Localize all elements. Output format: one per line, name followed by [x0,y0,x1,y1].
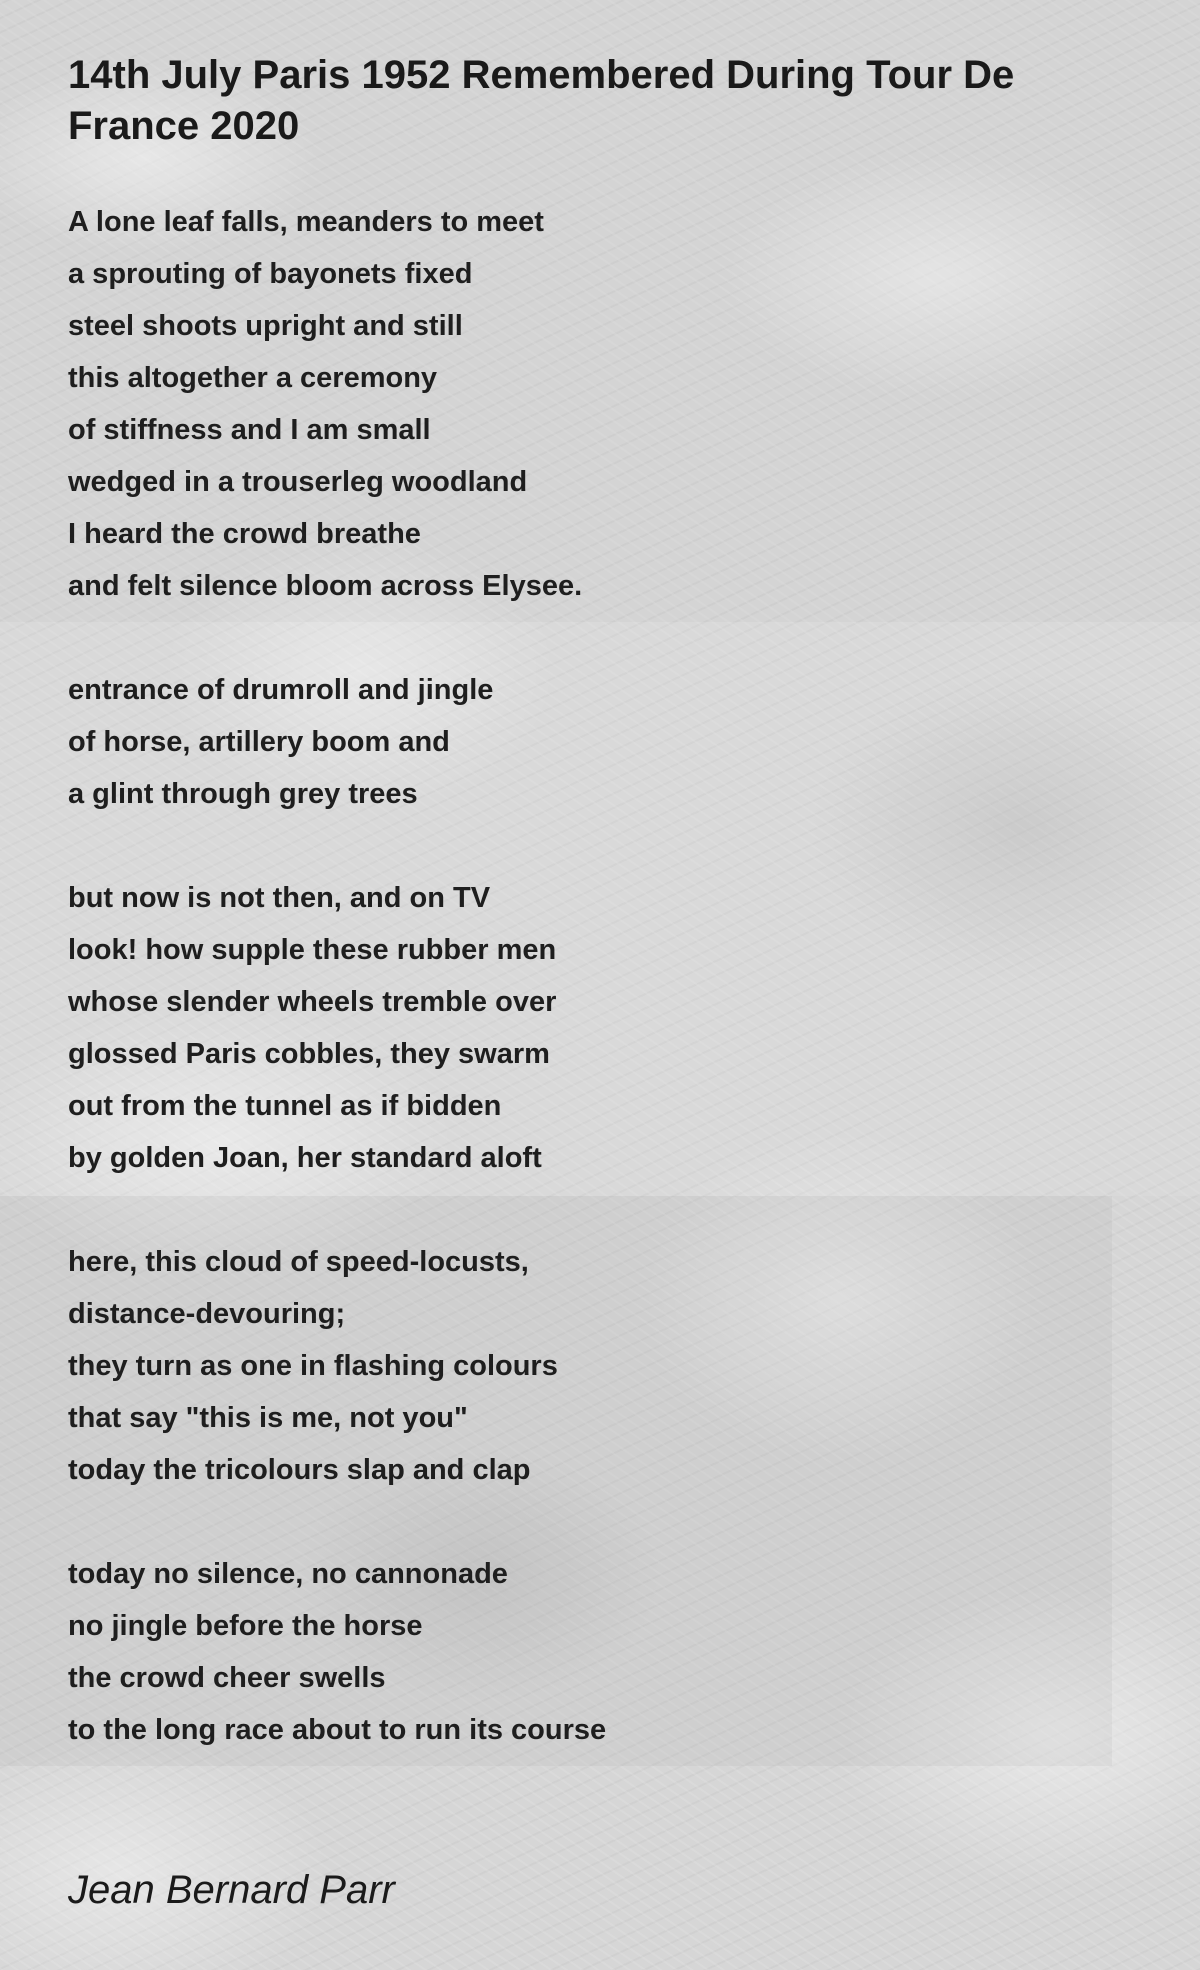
poem-body [68,196,1128,1756]
poem-line: the crowd cheer swells [68,1662,386,1694]
poem-line: today no silence, no cannonade [68,1558,508,1590]
poem-line: no jingle before the horse [68,1610,423,1642]
poem-title: 14th July Paris 1952 Remembered During Tour De France 2020 [68,53,1015,148]
poem-line: and felt silence bloom across Elysee. [68,570,583,602]
stanza-5 [68,1548,1128,1756]
poem-line: here, this cloud of speed-locusts, [68,1246,529,1278]
poem-line: wedged in a trouserleg woodland [68,466,528,498]
poem-line: that say "this is me, not you" [68,1402,468,1434]
poem-line: entrance of drumroll and jingle [68,674,494,706]
poem-line: A lone leaf falls, meanders to meet [68,206,544,238]
poem-line: but now is not then, and on TV [68,882,491,914]
poem-line: distance-devouring; [68,1298,346,1330]
stanza-4 [68,1236,1128,1496]
poem-line: out from the tunnel as if bidden [68,1090,502,1122]
poem-line: I heard the crowd breathe [68,518,421,550]
poem-line: glossed Paris cobbles, they swarm [68,1038,550,1070]
stanza-1 [68,196,1128,612]
poem-line: to the long race about to run its course [68,1714,607,1746]
poem-line: a sprouting of bayonets fixed [68,258,473,290]
poem-line: by golden Joan, her standard aloft [68,1142,542,1174]
poem-card [68,50,1128,1808]
poem-line: whose slender wheels tremble over [68,986,557,1018]
poem-line: today the tricolours slap and clap [68,1454,531,1486]
poem-line: of stiffness and I am small [68,414,431,446]
poem-line: this altogether a ceremony [68,362,438,394]
stanza-2 [68,664,1128,820]
poem-line: they turn as one in flashing colours [68,1350,558,1382]
stanza-3 [68,872,1128,1184]
poem-line: steel shoots upright and still [68,310,463,342]
poem-line: of horse, artillery boom and [68,726,450,758]
poem-author: Jean Bernard Parr [68,1868,395,1912]
poem-line: a glint through grey trees [68,778,418,810]
poem-line: look! how supple these rubber men [68,934,557,966]
